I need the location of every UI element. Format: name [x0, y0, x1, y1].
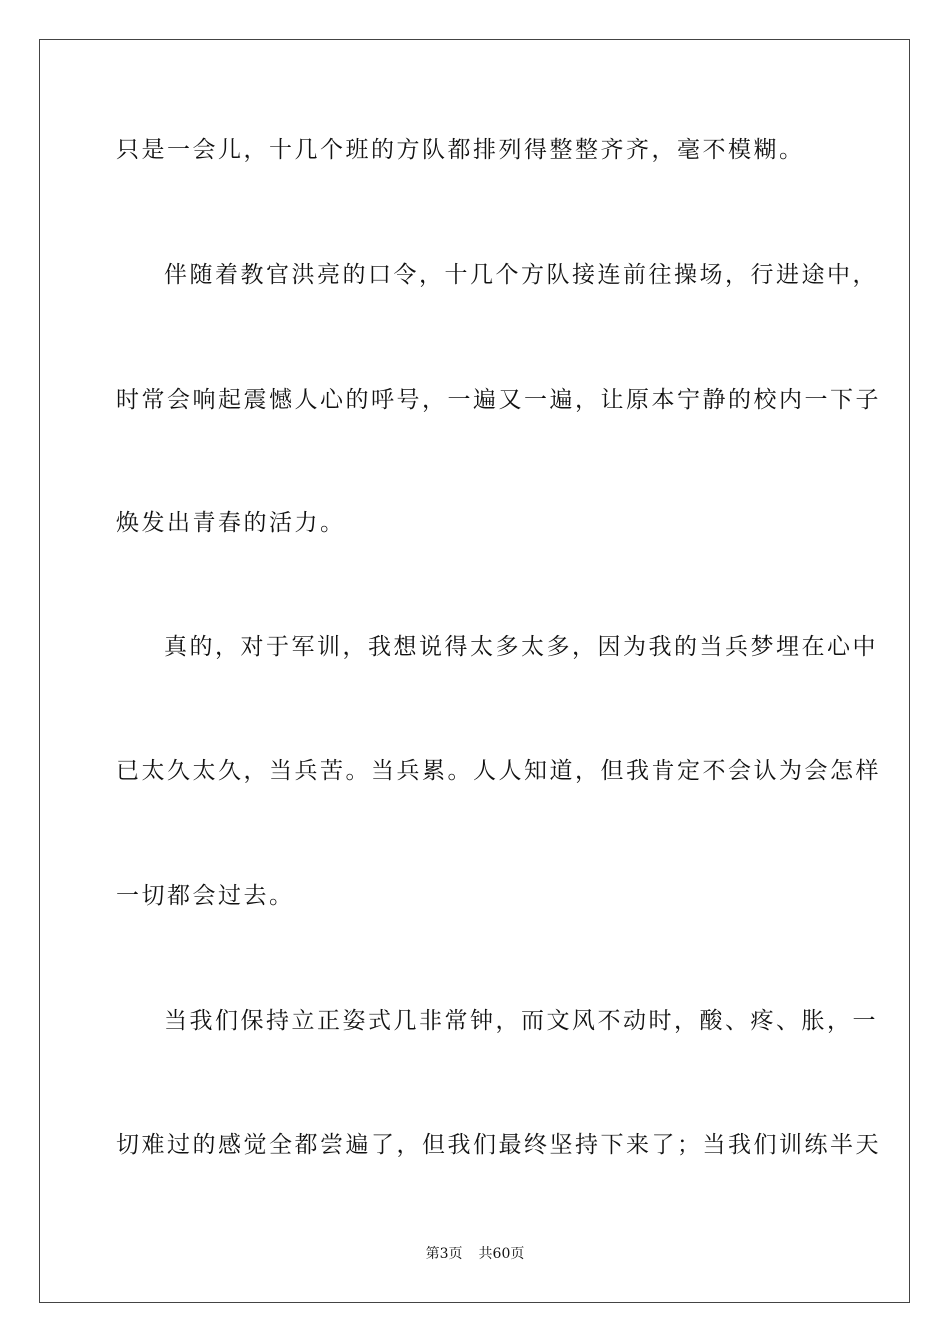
text-line-4: 焕发出青春的活力。: [116, 510, 346, 536]
page-border: [39, 39, 910, 1303]
page-total: 共60页: [478, 1246, 525, 1262]
text-line-8: 当我们保持立正姿式几非常钟，而文风不动时，酸、疼、胀，一: [164, 1008, 878, 1034]
text-line-2: 伴随着教官洪亮的口令，十几个方队接连前往操场，行进途中，: [164, 262, 878, 288]
page-footer: [0, 1245, 950, 1263]
text-line-3: 时常会响起震憾人心的呼号，一遍又一遍，让原本宁静的校内一下子: [116, 387, 881, 413]
text-line-7: 一切都会过去。: [116, 883, 295, 909]
text-line-9: 切难过的感觉全都尝遍了，但我们最终坚持下来了；当我们训练半天: [116, 1132, 881, 1158]
page-number: 第3页: [425, 1246, 463, 1262]
text-line-1: 只是一会儿，十几个班的方队都排列得整整齐齐，毫不模糊。: [116, 137, 805, 163]
text-line-5: 真的，对于军训，我想说得太多太多，因为我的当兵梦埋在心中: [164, 634, 878, 660]
text-line-6: 已太久太久，当兵苦。当兵累。人人知道，但我肯定不会认为会怎样: [116, 758, 881, 784]
